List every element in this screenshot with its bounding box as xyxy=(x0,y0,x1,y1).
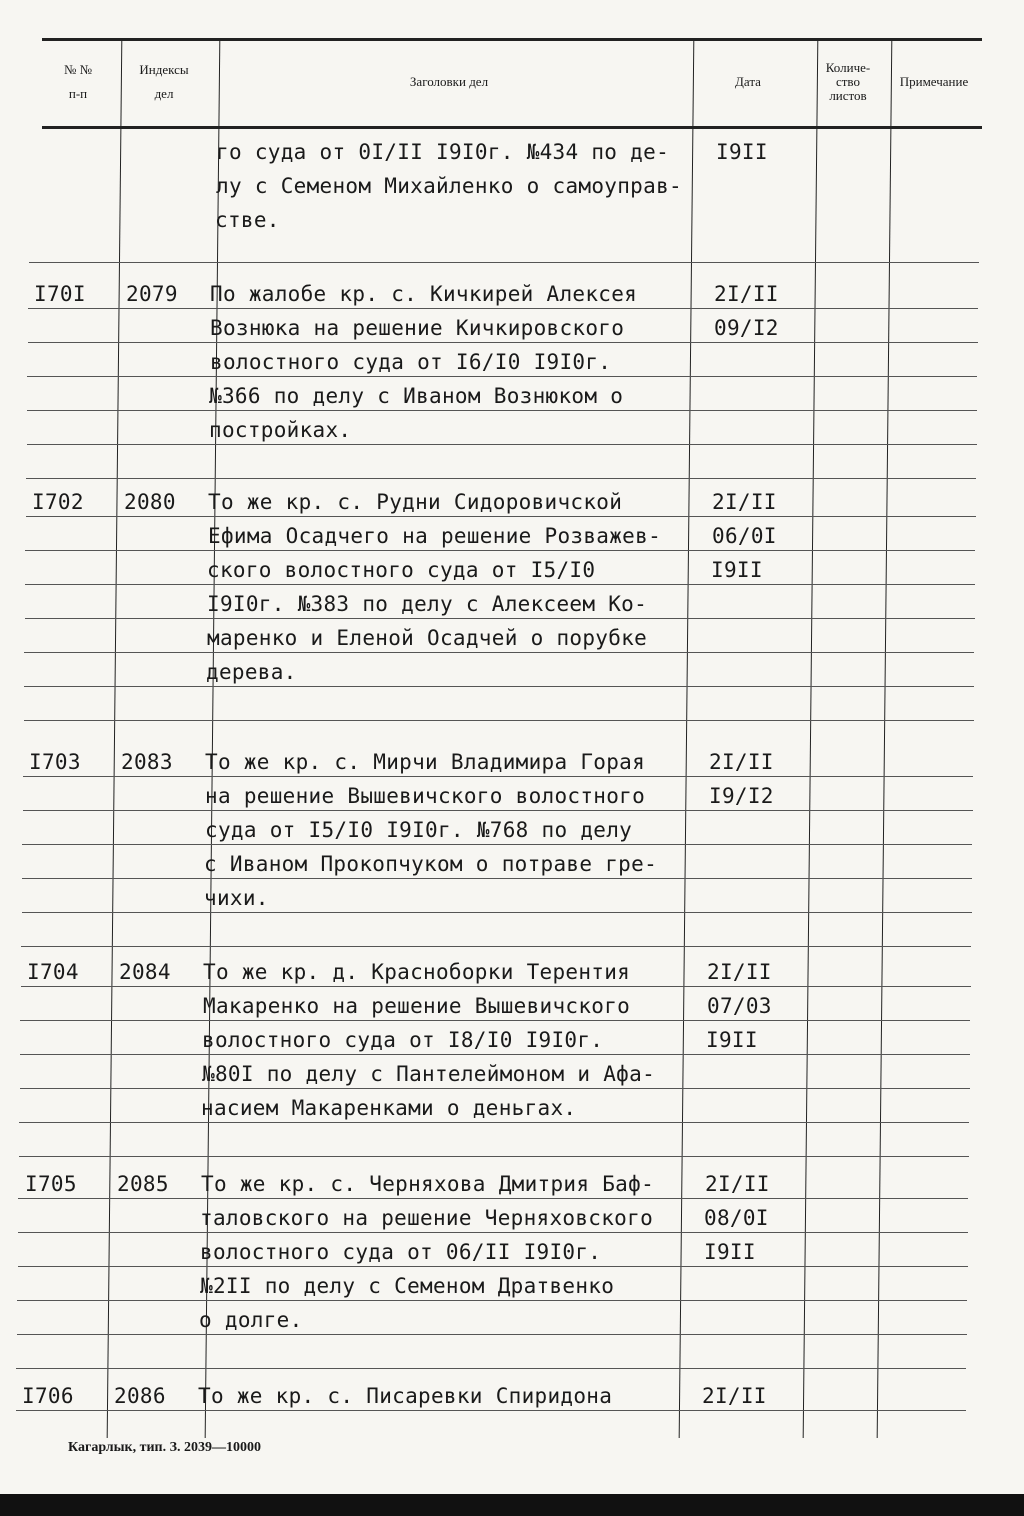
case-title-line: Макаренко на решение Вышевичского xyxy=(203,994,631,1018)
row-separator xyxy=(19,1156,969,1157)
case-date: 2I/II xyxy=(709,750,774,774)
row-separator xyxy=(17,1300,967,1301)
row-separator xyxy=(22,844,972,845)
case-title-line: постройках. xyxy=(209,418,352,442)
case-index: 2084 xyxy=(119,960,171,984)
case-title-line: волостного суда от I6/I0 I9I0г. xyxy=(210,350,612,374)
row-separator xyxy=(27,376,977,377)
row-separator xyxy=(18,1266,968,1267)
column-rule xyxy=(679,38,695,1438)
row-separator xyxy=(24,686,974,687)
case-index: 2085 xyxy=(117,1172,169,1196)
row-separator xyxy=(28,308,978,309)
row-separator xyxy=(27,410,977,411)
case-title-line: насием Макаренками о деньгах. xyxy=(201,1096,577,1120)
case-title-line: I9I0г. №383 по делу с Алексеем Ко- xyxy=(207,592,648,616)
case-date: 2I/II xyxy=(712,490,777,514)
case-title-line: То же кр. д. Красноборки Терентия xyxy=(203,960,631,984)
header-date: Дата xyxy=(735,74,761,89)
row-separator xyxy=(17,1334,967,1335)
case-date: 08/0I xyxy=(704,1206,769,1230)
case-title-line: суда от I5/I0 I9I0г. №768 по делу xyxy=(205,818,633,842)
row-separator xyxy=(26,478,976,479)
row-separator xyxy=(23,776,973,777)
case-index: 2083 xyxy=(121,750,173,774)
case-title-line: лу с Семеном Михайленко о самоуправ- xyxy=(216,174,682,198)
case-title-line: По жалобе кр. с. Кичкирей Алексея xyxy=(210,282,638,306)
printer-imprint: Кагарлык, тип. З. 2039—10000 xyxy=(68,1440,262,1455)
case-title-line: дерева. xyxy=(206,660,297,684)
row-separator xyxy=(25,618,975,619)
case-title-line: То же кр. с. Рудни Сидоровичской xyxy=(208,490,623,514)
row-separator xyxy=(25,550,975,551)
row-separator xyxy=(23,810,973,811)
header-number: № № п-п xyxy=(63,62,93,101)
case-title-line: волостного суда от I8/I0 I9I0г. xyxy=(202,1028,604,1052)
header-note: Примечание xyxy=(899,74,969,89)
case-date: I9/I2 xyxy=(709,784,774,808)
case-title-line: таловского на решение Черняховского xyxy=(200,1206,654,1230)
row-separator xyxy=(16,1410,966,1411)
case-title-line: №80I по делу с Пантелеймоном и Афа- xyxy=(202,1062,656,1086)
header-sheets: Количе- ство листов xyxy=(825,60,871,103)
row-separator xyxy=(16,1368,966,1369)
case-date: I9II xyxy=(716,140,768,164)
case-title-line: чихи. xyxy=(204,886,269,910)
case-number: I706 xyxy=(22,1384,74,1408)
case-title-line: стве. xyxy=(215,208,280,232)
case-date: 06/0I xyxy=(712,524,777,548)
row-separator xyxy=(18,1232,968,1233)
case-date: 2I/II xyxy=(702,1384,767,1408)
case-title-line: о долге. xyxy=(199,1308,303,1332)
case-number: I704 xyxy=(27,960,79,984)
case-number: I702 xyxy=(32,490,84,514)
row-separator xyxy=(29,262,979,263)
case-number: I705 xyxy=(25,1172,77,1196)
case-index: 2086 xyxy=(114,1384,166,1408)
case-date: I9II xyxy=(704,1240,756,1264)
header-index: Индексы дел xyxy=(139,62,189,101)
case-title-line: То же кр. с. Черняхова Дмитрия Баф- xyxy=(201,1172,655,1196)
header-bottom-rule xyxy=(42,126,982,129)
case-title-line: с Иваном Прокопчуком о потраве гре- xyxy=(204,852,658,876)
case-title-line: маренко и Еленой Осадчей о порубке xyxy=(207,626,648,650)
case-index: 2080 xyxy=(124,490,176,514)
case-date: 2I/II xyxy=(707,960,772,984)
row-separator xyxy=(20,1054,970,1055)
case-title-line: ского волостного суда от I5/I0 xyxy=(207,558,596,582)
case-title-line: Ефима Осадчего на решение Розважев- xyxy=(208,524,662,548)
case-date: I9II xyxy=(711,558,763,582)
case-title-line: Вознюка на решение Кичкировского xyxy=(210,316,625,340)
row-separator xyxy=(28,342,978,343)
row-separator xyxy=(20,1020,970,1021)
row-separator xyxy=(22,912,972,913)
header-title: Заголовки дел xyxy=(409,74,489,89)
case-title-line: го суда от 0I/II I9I0г. №434 по де- xyxy=(216,140,670,164)
row-separator xyxy=(24,720,974,721)
case-title-line: на решение Вышевичского волостного xyxy=(205,784,646,808)
row-separator xyxy=(27,444,977,445)
row-separator xyxy=(25,584,975,585)
case-title-line: №2II по делу с Семеном Дратвенко xyxy=(200,1274,615,1298)
case-index: 2079 xyxy=(126,282,178,306)
row-separator xyxy=(26,516,976,517)
column-rule xyxy=(803,38,819,1438)
row-separator xyxy=(22,878,972,879)
case-date: 07/03 xyxy=(707,994,772,1018)
case-number: I703 xyxy=(29,750,81,774)
row-separator xyxy=(19,1122,969,1123)
case-title-line: волостного суда от 06/II I9I0г. xyxy=(200,1240,602,1264)
case-date: 2I/II xyxy=(714,282,779,306)
case-date: I9II xyxy=(706,1028,758,1052)
case-title-line: То же кр. с. Мирчи Владимира Горая xyxy=(205,750,646,774)
row-separator xyxy=(21,946,971,947)
row-separator xyxy=(24,652,974,653)
column-rule xyxy=(877,38,893,1438)
row-separator xyxy=(20,1088,970,1089)
row-separator xyxy=(21,986,971,987)
row-separator xyxy=(18,1198,968,1199)
case-date: 09/I2 xyxy=(714,316,779,340)
table-header xyxy=(42,38,982,126)
case-title-line: То же кр. с. Писаревки Спиридона xyxy=(198,1384,613,1408)
case-number: I70I xyxy=(34,282,86,306)
case-title-line: №366 по делу с Иваном Вознюком о xyxy=(209,384,624,408)
column-rule xyxy=(107,38,123,1438)
scan-edge xyxy=(0,1494,1024,1516)
case-date: 2I/II xyxy=(705,1172,770,1196)
